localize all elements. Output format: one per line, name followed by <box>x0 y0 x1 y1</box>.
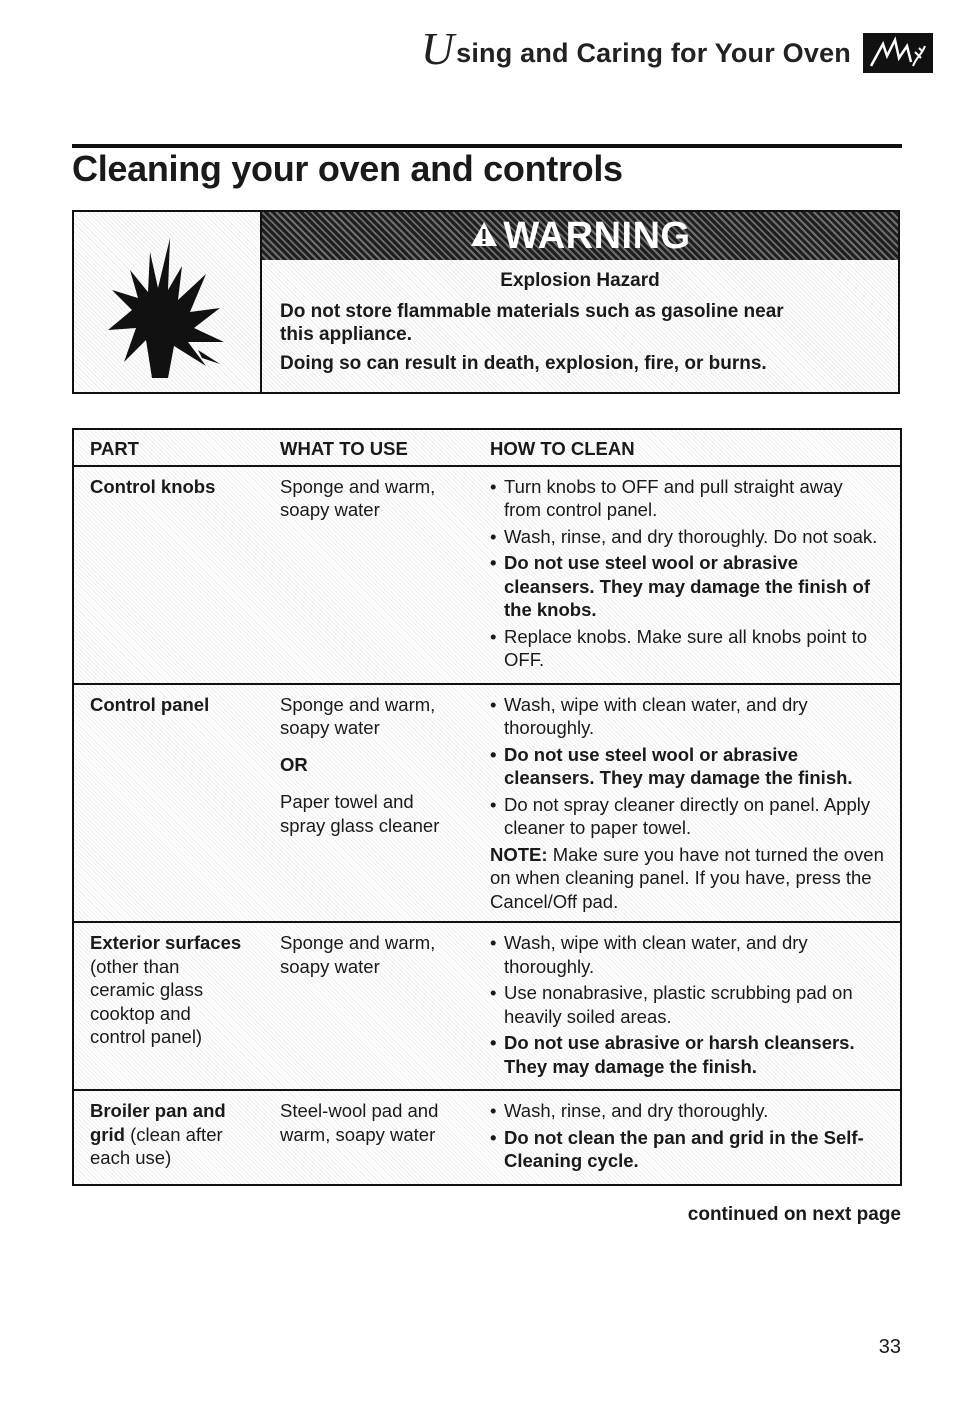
part-note: cooktop and <box>90 1002 191 1024</box>
list-item: • Replace knobs. Make sure all knobs point to OFF. <box>490 625 884 672</box>
warning-line-1: Do not store flammable materials such as gasoline near <box>280 301 784 322</box>
part-name: Exterior surfaces <box>90 932 242 953</box>
list-item: • Turn knobs to OFF and pull straight away from control panel. <box>490 475 884 522</box>
use-line: soapy water <box>280 955 380 977</box>
list-item: • Wash, wipe with clean water, and dry thoroughly. <box>490 931 884 978</box>
use-line: spray glass cleaner <box>280 814 440 836</box>
list-item: • Do not spray cleaner directly on panel. Apply cleaner to paper towel. <box>490 793 884 840</box>
page-number: 33 <box>878 1336 901 1358</box>
list-item: • Wash, wipe with clean water, and dry thoroughly. <box>490 693 884 740</box>
use-line: soapy water <box>280 499 380 520</box>
warning-banner <box>262 212 898 260</box>
list-item: • Do not use steel wool or abrasive cleansers. They may damage the finish. <box>490 743 884 790</box>
hazard-title: Explosion Hazard <box>500 270 660 291</box>
part-name: Control panel <box>90 693 210 715</box>
warning-line-2: this appliance. <box>280 324 412 345</box>
list-item: • Wash, rinse, and dry thoroughly. <box>490 1099 884 1123</box>
or-label: OR <box>280 753 308 775</box>
table-row <box>73 1090 901 1185</box>
warning-word: WARNING <box>503 215 691 257</box>
range-flame-logo-icon <box>863 33 933 73</box>
list-item: • Wash, rinse, and dry thoroughly. Do not soak. <box>490 525 884 549</box>
list-item: • Do not clean the pan and grid in the Self-Cleaning cycle. <box>490 1126 884 1173</box>
continued-note: continued on next page <box>687 1204 901 1225</box>
part-name: Broiler pan and <box>90 1100 226 1121</box>
cleaning-table <box>72 428 902 1186</box>
use-line: soapy water <box>280 717 380 738</box>
use-line: Sponge and warm, <box>280 932 436 953</box>
table-row <box>73 684 901 923</box>
use-line: warm, soapy water <box>280 1123 436 1145</box>
use-line: Steel-wool pad and <box>280 1100 439 1121</box>
page-title: Cleaning your oven and controls <box>72 148 623 189</box>
part-note: ceramic glass <box>90 979 204 1000</box>
explosion-icon <box>102 230 232 385</box>
list-item: • Do not use abrasive or harsh cleansers. They may damage the finish. <box>490 1031 884 1078</box>
header-title: sing and Caring for Your Oven <box>456 37 851 68</box>
col-header-what-to-use: WHAT TO USE <box>280 429 490 466</box>
list-item: • Do not use steel wool or abrasive cleansers. They may damage the finish of the knobs. <box>490 551 884 622</box>
running-header <box>420 23 933 78</box>
part-note: control panel) <box>90 1026 203 1047</box>
part-note: (clean after <box>124 1123 223 1145</box>
use-line: Sponge and warm, <box>280 475 436 497</box>
part-name: Control knobs <box>90 475 216 497</box>
note-label: NOTE: <box>490 843 548 865</box>
note-text: Make sure you have not turned the oven on when cleaning panel. If you have, press the Cancel/Off pad. <box>490 843 884 912</box>
table-header-row <box>73 429 901 466</box>
header-initial: U <box>420 23 455 74</box>
part-name: grid <box>90 1123 125 1145</box>
col-header-how-to-clean: HOW TO CLEAN <box>490 429 901 466</box>
part-note: each use) <box>90 1147 172 1168</box>
col-header-part: PART <box>73 429 280 466</box>
list-item: • Use nonabrasive, plastic scrubbing pad on heavily soiled areas. <box>490 981 884 1028</box>
warning-line-3: Doing so can result in death, explosion, fire, or burns. <box>280 353 767 374</box>
warning-box <box>72 210 900 394</box>
use-line: Sponge and warm, <box>280 693 436 715</box>
note <box>490 843 884 914</box>
part-note: (other than <box>90 955 180 977</box>
use-line: Paper towel and <box>280 791 414 812</box>
table-row <box>73 466 901 684</box>
table-row <box>73 922 901 1090</box>
warning-triangle-icon <box>469 220 499 253</box>
